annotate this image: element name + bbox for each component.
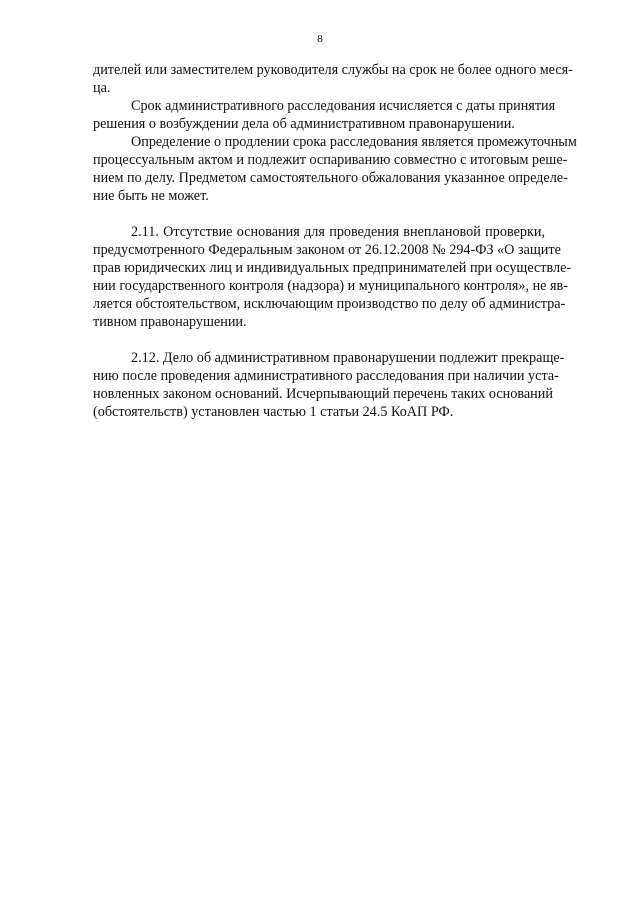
text-line: прав юридических лиц и индивидуальных предпринимателей при осуществле-: [93, 260, 572, 276]
text-line: 2.11. Отсутствие основания для проведения внеплановой проверки,: [131, 224, 545, 240]
text-line: дителей или заместителем руководителя службы на срок не более одного меся-: [93, 62, 573, 78]
text-line: новленных законом оснований. Исчерпывающий перечень таких оснований: [93, 386, 553, 402]
text-line: решения о возбуждении дела об административном правонарушении.: [93, 116, 515, 132]
page-number: 8: [317, 33, 323, 45]
text-line: нию после проведения административного расследования при наличии уста-: [93, 368, 559, 384]
text-line: Срок административного расследования исчисляется с даты принятия: [131, 98, 556, 114]
text-line: 2.12. Дело об административном правонарушении подлежит прекраще-: [131, 350, 565, 366]
text-line: ца.: [93, 80, 111, 96]
text-line: тивном правонарушении.: [93, 314, 247, 330]
text-line: предусмотренного Федеральным законом от 26.12.2008 № 294-ФЗ «О защите: [93, 242, 561, 258]
text-line: ляется обстоятельством, исключающим производство по делу об администра-: [93, 296, 566, 312]
text-line: нием по делу. Предметом самостоятельного обжалования указанное определе-: [93, 170, 568, 186]
text-line: процессуальным актом и подлежит оспариванию совместно с итоговым реше-: [93, 152, 568, 168]
text-line: (обстоятельств) установлен частью 1 статьи 24.5 КоАП РФ.: [93, 404, 454, 420]
text-line: ние быть не может.: [93, 188, 209, 204]
text-line: Определение о продлении срока расследования является промежуточным: [131, 134, 577, 150]
text-line: нии государственного контроля (надзора) и муниципального контроля», не яв-: [93, 278, 568, 294]
